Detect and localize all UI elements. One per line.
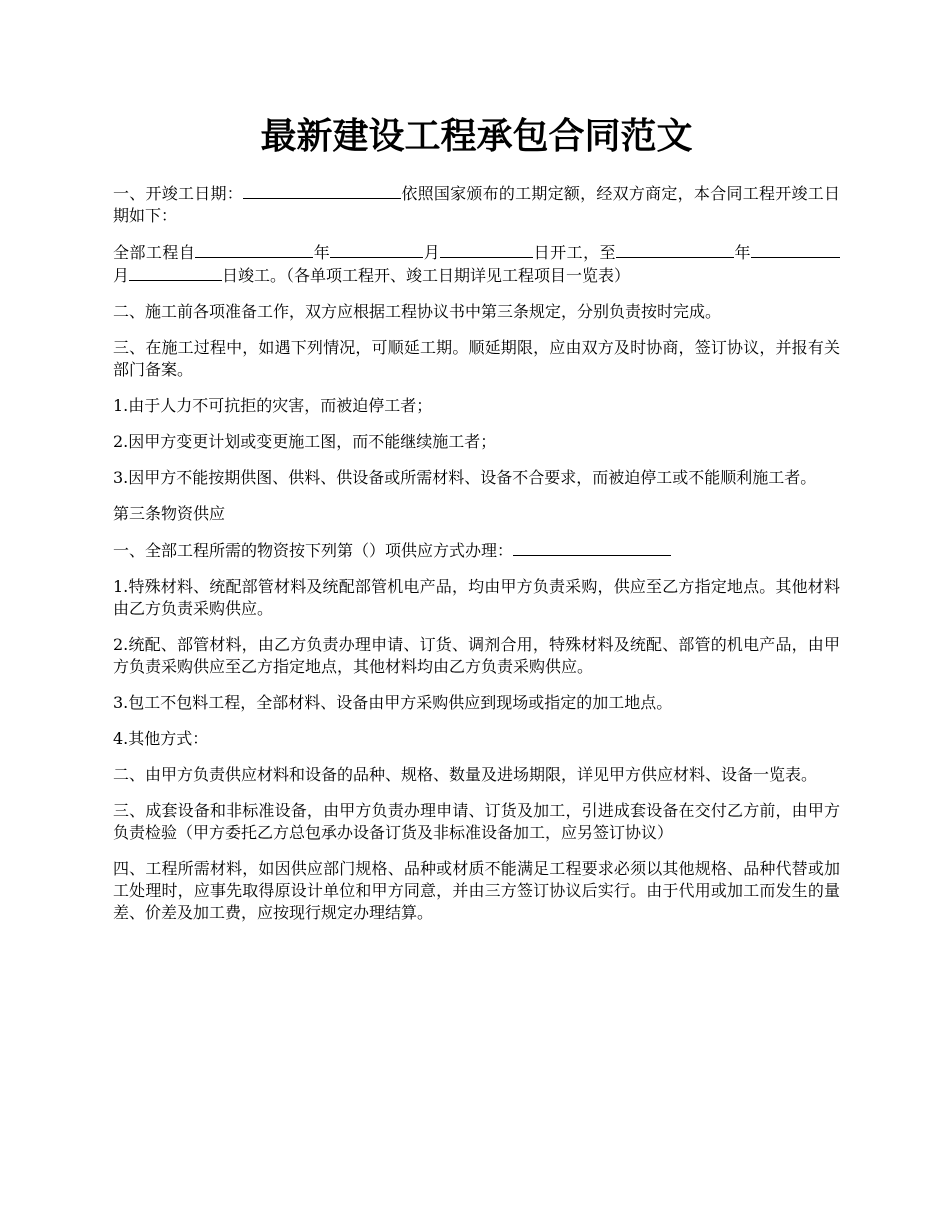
section-heading: 第三条物资供应 bbox=[113, 504, 226, 523]
paragraph: 三、成套设备和非标准设备，由甲方负责办理申请、订货及加工，引进成套设备在交付乙方前，由甲方负责检验（甲方委托乙方总包承办设备订货及非标准设备加工，应另签订协议） bbox=[113, 801, 840, 842]
fill-blank bbox=[616, 241, 734, 258]
paragraph-start-end-date bbox=[113, 182, 840, 227]
document-title: 最新建设工程承包合同范文 bbox=[260, 115, 693, 157]
fill-blank bbox=[129, 264, 222, 281]
text-segment: 一、全部工程所需的物资按下列第（）项供应方式办理： bbox=[113, 541, 514, 560]
document-page bbox=[113, 112, 840, 938]
text-segment: 日竣工。（各单项工程开、竣工日期详见工程项目一览表） bbox=[222, 266, 631, 285]
text-segment: 年 bbox=[734, 243, 751, 262]
fill-blank bbox=[805, 241, 840, 258]
paragraph-schedule-dates bbox=[113, 241, 840, 287]
fill-blank bbox=[513, 539, 671, 556]
paragraph: 3.包工不包料工程，全部材料、设备由甲方采购供应到现场或指定的加工地点。 bbox=[113, 693, 673, 712]
fill-blank bbox=[440, 241, 533, 258]
text-segment: 依照国家颁布的工期定额，经双方商定，本合同工程开竣工日期如下： bbox=[113, 184, 840, 225]
paragraph: 1.由于人力不可抗拒的灾害，而被迫停工者； bbox=[113, 396, 433, 415]
text-segment: 月 bbox=[113, 266, 130, 285]
paragraph: 4.其他方式： bbox=[113, 729, 209, 748]
text-segment: 一、开竣工日期： bbox=[113, 184, 244, 203]
paragraph-supply-method bbox=[113, 539, 840, 562]
paragraph: 二、由甲方负责供应材料和设备的品种、规格、数量及进场期限，详见甲方供应材料、设备一览表。 bbox=[113, 765, 818, 784]
paragraph: 1.特殊材料、统配部管材料及统配部管机电产品，均由甲方负责采购，供应至乙方指定地点。其他材料由乙方负责采购供应。 bbox=[113, 577, 840, 618]
text-segment: 年 bbox=[313, 243, 331, 262]
fill-blank bbox=[243, 182, 401, 199]
text-segment: 月 bbox=[423, 243, 441, 262]
paragraph: 四、工程所需材料，如因供应部门规格、品种或材质不能满足工程要求必须以其他规格、品种代替或加工处理时，应事先取得原设计单位和甲方同意，并由三方签订协议后实行。由于代用或加工而发生的量差、价差及加工费，应按现行规定办理结算。 bbox=[113, 859, 840, 922]
fill-blank bbox=[195, 241, 313, 258]
text-segment: 全部工程自 bbox=[113, 243, 196, 262]
paragraph: 二、施工前各项准备工作，双方应根据工程协议书中第三条规定，分别负责按时完成。 bbox=[113, 302, 722, 321]
text-segment: 日开工，至 bbox=[533, 243, 617, 262]
fill-blank bbox=[330, 241, 423, 258]
paragraph: 三、在施工过程中，如遇下列情况，可顺延工期。顺延期限，应由双方及时协商，签订协议，并报有关部门备案。 bbox=[113, 338, 840, 379]
paragraph: 2.因甲方变更计划或变更施工图，而不能继续施工者； bbox=[113, 432, 497, 451]
fill-blank bbox=[751, 241, 805, 258]
paragraph: 2.统配、部管材料，由乙方负责办理申请、订货、调剂合用，特殊材料及统配、部管的机电产品，由甲方负责采购供应至乙方指定地点，其他材料均由乙方负责采购供应。 bbox=[113, 635, 840, 676]
paragraph: 3.因甲方不能按期供图、供料、供设备或所需材料、设备不合要求，而被迫停工或不能顺利施工者。 bbox=[113, 468, 817, 487]
